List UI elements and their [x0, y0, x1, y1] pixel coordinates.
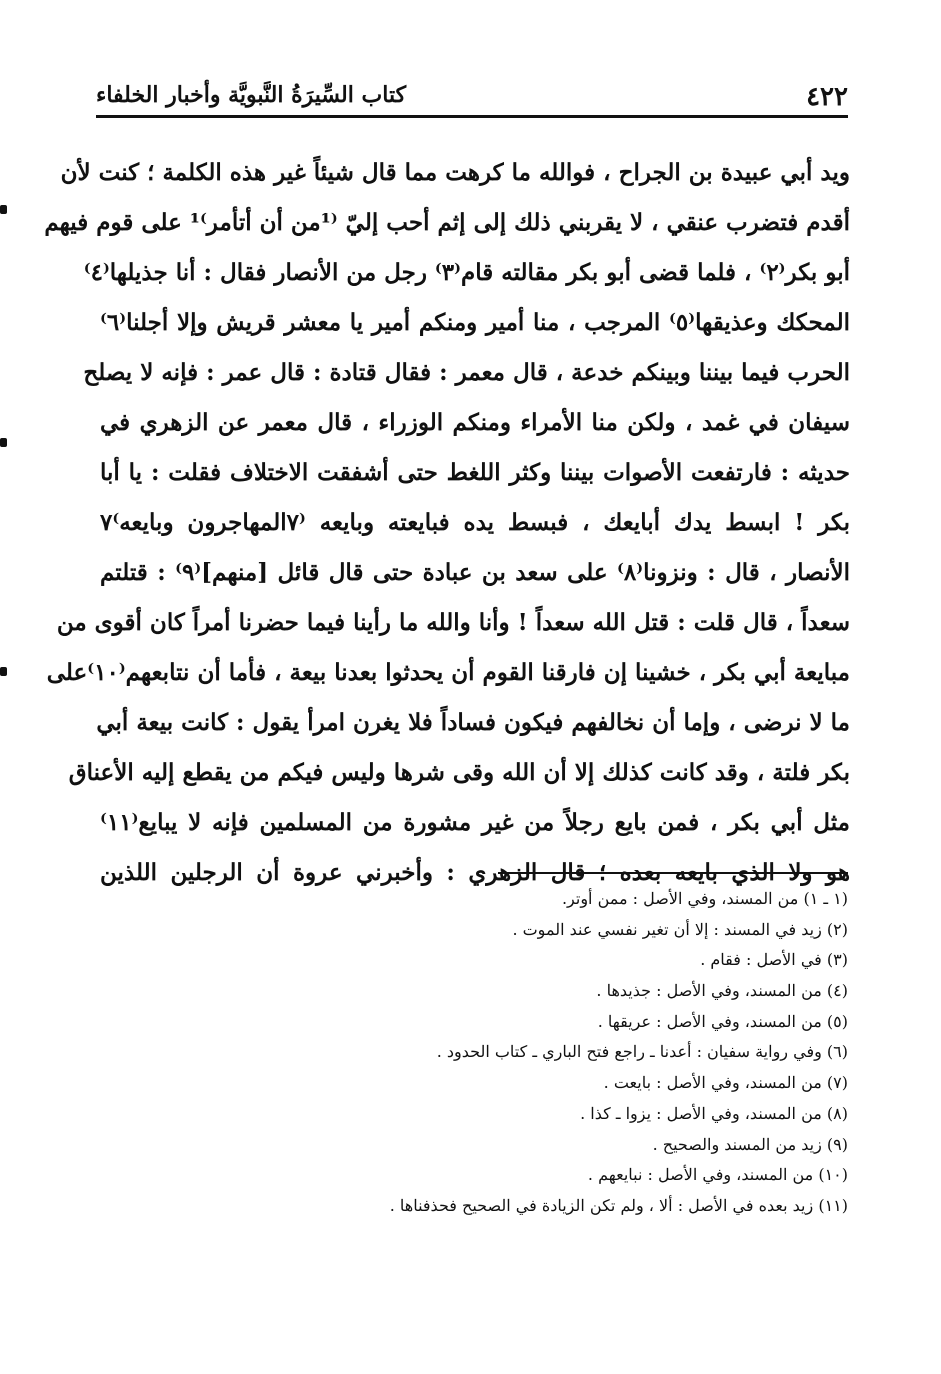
- text-line: مثل أبي بكر ، فمن بايع رجلاً من غير مشورة من المسلمين فإنه لا يبايع⁽١١⁾: [100, 809, 850, 836]
- footnote: (٦) وفي رواية سفيان : أعدنا ـ راجع فتح الباري ـ كتاب الحدود .: [436, 1042, 848, 1062]
- footnote: (٧) من المسند، وفي الأصل : بايعت .: [603, 1073, 848, 1093]
- main-text-body: [44, 150, 850, 900]
- text-line: المحكك وعذيقها⁽٥⁾ المرجب ، منا أمير ومنكم أمير يا معشر قريش وإلا أجلنا⁽٦⁾: [100, 309, 850, 336]
- scan-edge-mark: [0, 438, 7, 447]
- text-line: سيفان في غمد ، ولكن منا الأمراء ومنكم الوزراء ، قال معمر عن الزهري في: [100, 409, 850, 436]
- page-header: [96, 76, 848, 118]
- text-line: ما لا نرضى ، وإما أن نخالفهم فيكون فساداً فلا يغرن امرأ يقول : كانت بيعة أبي: [96, 709, 850, 736]
- footnote: (١٠) من المسند، وفي الأصل : نبايعهم .: [587, 1165, 848, 1185]
- running-title: كتاب السِّيرَةُ النَّبويَّة وأخبار الخلفاء: [96, 82, 407, 108]
- text-line: مبايعة أبي بكر ، خشينا إن فارقنا القوم أن يحدثوا بعدنا بيعة ، فأما أن نتابعهم⁽١٠⁾على: [46, 659, 850, 686]
- footnote-separator: [498, 872, 848, 874]
- footnote: (٢) زيد في المسند : إلا أن تغير نفسي عند الموت .: [512, 919, 848, 939]
- text-line: أقدم فتضرب عنقي ، لا يقربني ذلك إلى إثم أحب إليّ ⁽¹من أن أتأمر⁾¹ على قوم فيهم: [44, 209, 850, 236]
- text-line: بكر فلتة ، وقد كانت كذلك إلا أن الله وقى شرها وليس فيكم من يقطع إليه الأعناق: [68, 759, 850, 786]
- scan-edge-mark: [0, 667, 7, 676]
- footnote: (١١) زيد بعده في الأصل : ألا ، ولم تكن الزيادة في الصحيح فحذفناها .: [389, 1195, 848, 1215]
- text-line: حديثه : فارتفعت الأصوات بيننا وكثر اللغط حتى أشفقت الاختلاف فقلت : يا أبا: [100, 459, 850, 486]
- text-line: أبو بكر⁽٢⁾ ، فلما قضى أبو بكر مقالته قام⁽٣⁾ رجل من الأنصار فقال : أنا جذيلها⁽٤⁾: [83, 259, 850, 286]
- header-rule: [96, 115, 848, 118]
- footnote: (٣) في الأصل : فقام .: [700, 950, 848, 970]
- scan-edge-mark: [0, 205, 7, 214]
- text-line: بكر ! ابسط يدك أبايعك ، فبسط يده فبايعته وبايعه ⁽٧المهاجرون وبايعه⁾٧: [100, 509, 850, 536]
- footnote: (٩) زيد من المسند والصحيح .: [652, 1134, 848, 1154]
- footnote: (٥) من المسند، وفي الأصل : عريقها .: [597, 1011, 848, 1031]
- footnote: (٤) من المسند، وفي الأصل : جذيدها .: [596, 981, 848, 1001]
- footnote: (٨) من المسند، وفي الأصل : يزوا ـ كذا .: [580, 1103, 848, 1123]
- page-number: ٤٢٢: [806, 82, 848, 112]
- footnotes: [250, 885, 848, 1223]
- footnote: (١ ـ ١) من المسند، وفي الأصل : ممن أوتر.: [561, 889, 848, 908]
- text-line: الأنصار ، قال : ونزونا⁽٨⁾ على سعد بن عبادة حتى قال قائل [منهم]⁽٩⁾ : قتلتم: [100, 559, 850, 586]
- text-line: هو ولا الذي بايعه بعده ؛ قال الزهري : وأخبرني عروة أن الرجلين اللذين: [100, 859, 850, 886]
- text-line: سعداً ، قال قلت : قتل الله سعداً ! وأنا والله ما رأينا فيما حضرنا أمراً كان أقوى من: [56, 609, 850, 636]
- text-line: الحرب فيما بيننا وبينكم خدعة ، قال معمر : فقال قتادة : قال عمر : فإنه لا يصلح: [83, 359, 850, 386]
- text-line: ويد أبي عبيدة بن الجراح ، فوالله ما كرهت مما قال شيئاً غير هذه الكلمة ؛ كنت لأن: [60, 159, 850, 186]
